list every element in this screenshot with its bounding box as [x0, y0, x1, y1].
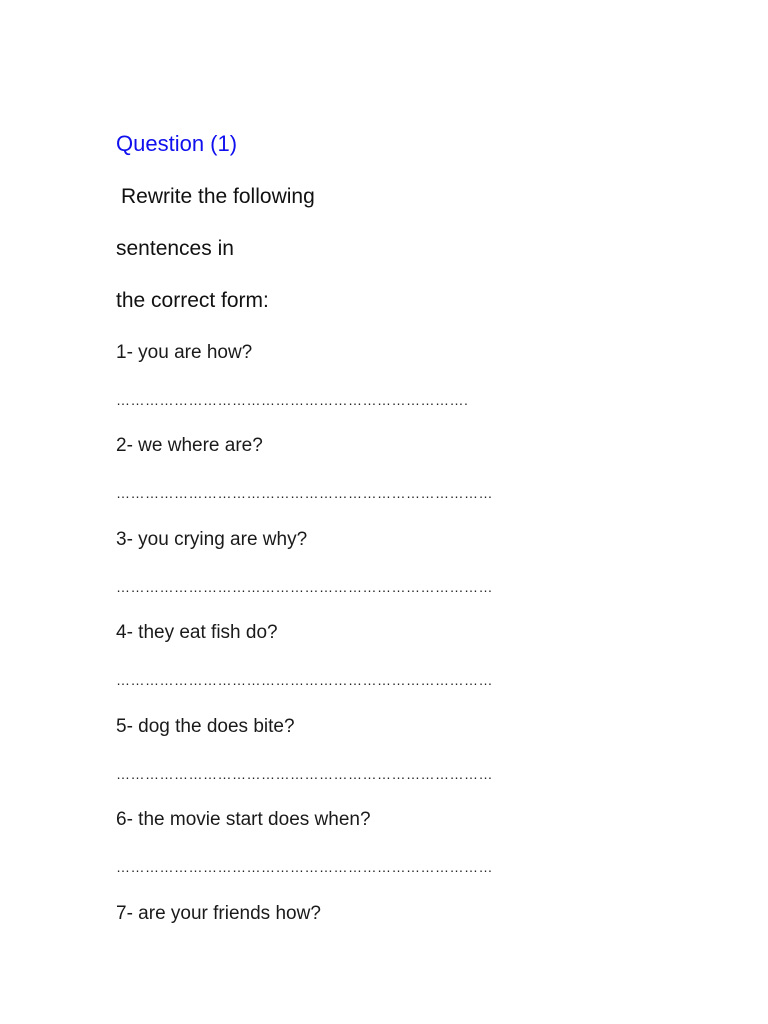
answer-line-3: …………………………………………………………………… — [116, 579, 493, 595]
answer-line-2: …………………………………………………………………… — [116, 485, 493, 501]
answer-line-5: …………………………………………………………………… — [116, 766, 493, 782]
question-item-5: 5- dog the does bite? — [116, 716, 295, 737]
question-item-6: 6- the movie start does when? — [116, 809, 371, 830]
instruction-line-2: sentences in — [116, 237, 234, 260]
instruction-line-3: the correct form: — [116, 289, 269, 312]
question-item-7: 7- are your friends how? — [116, 903, 321, 924]
question-item-4: 4- they eat fish do? — [116, 622, 278, 643]
answer-line-1: ………………………………………………………………. — [116, 392, 469, 408]
question-item-3: 3- you crying are why? — [116, 529, 308, 550]
question-item-1: 1- you are how? — [116, 342, 253, 363]
question-title: Question (1) — [116, 131, 238, 156]
instruction-line-1: Rewrite the following — [121, 185, 315, 208]
question-item-2: 2- we where are? — [116, 435, 263, 456]
answer-line-4: …………………………………………………………………… — [116, 672, 493, 688]
answer-line-6: …………………………………………………………………… — [116, 859, 493, 875]
